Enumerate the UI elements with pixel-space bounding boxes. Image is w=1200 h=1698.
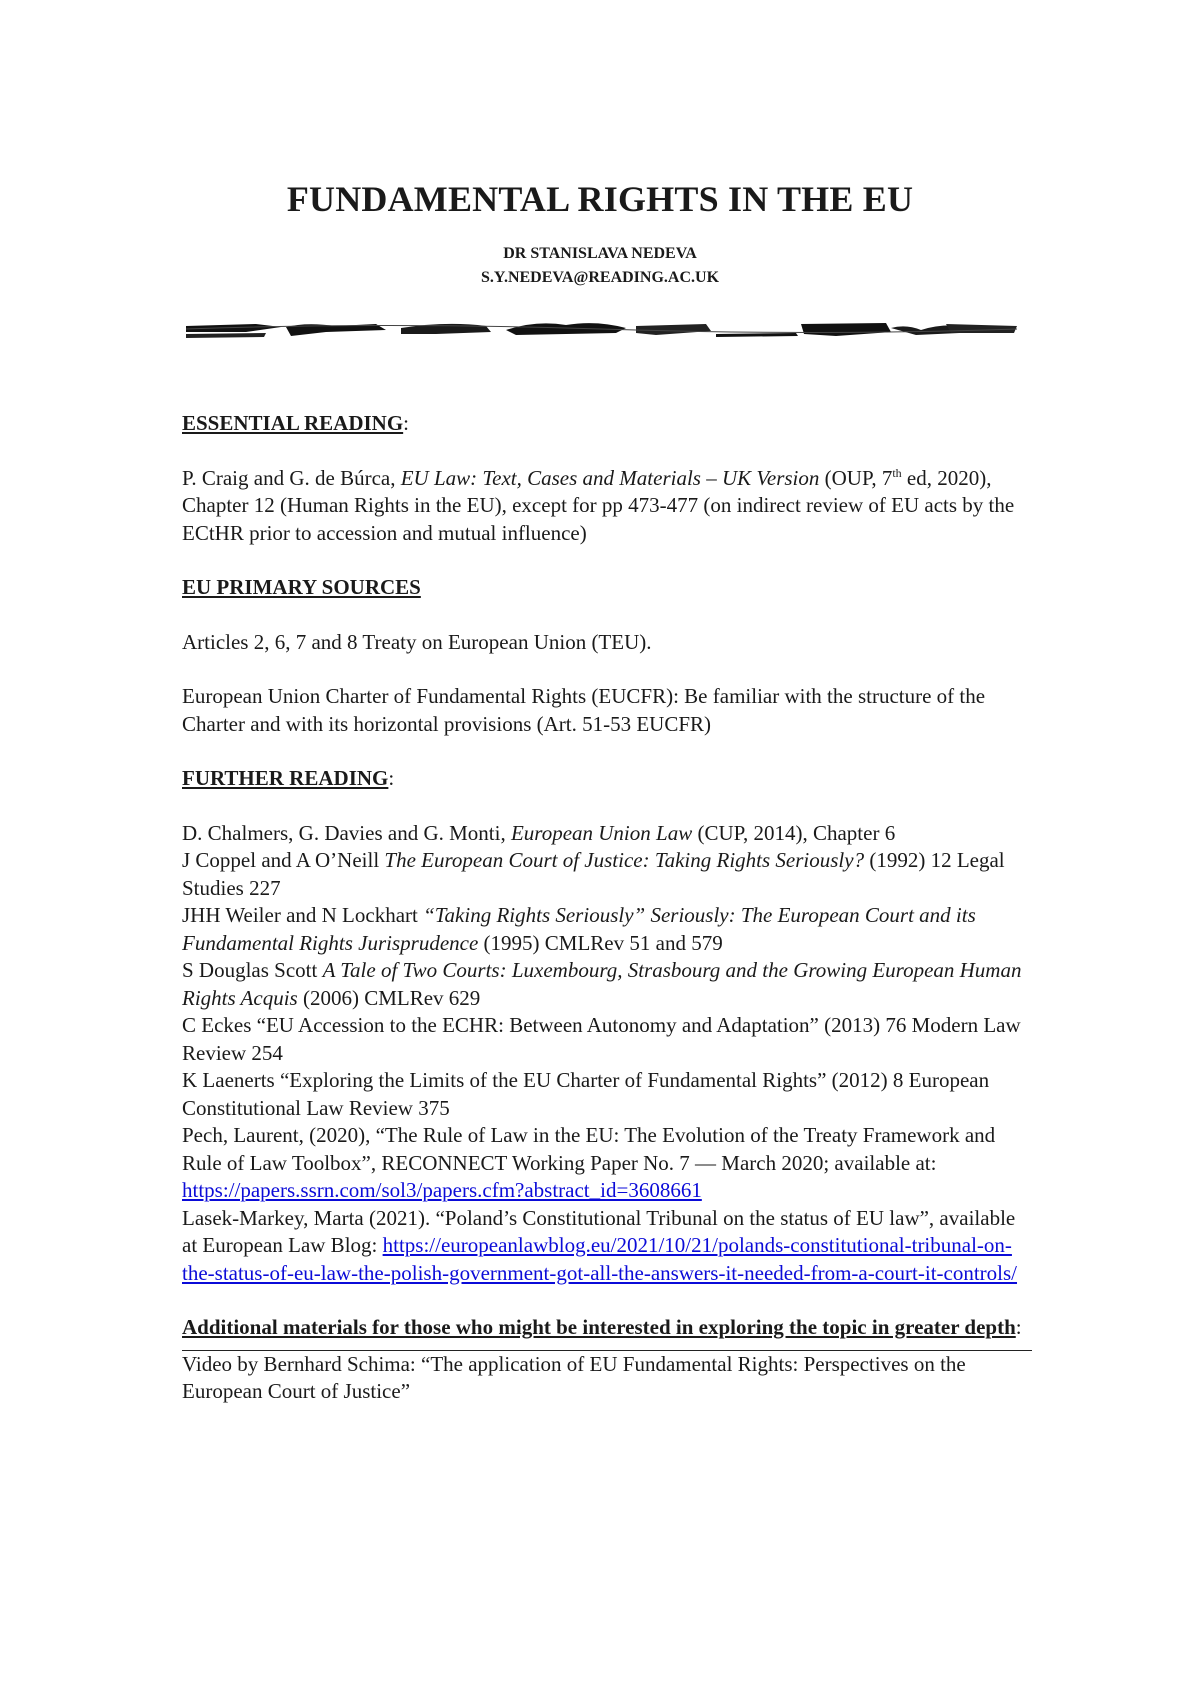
author-email: S.Y.NEDEVA@READING.AC.UK xyxy=(480,269,720,286)
european-law-blog-link[interactable]: https://europeanlawblog.eu/2021/10/21/polands-constitutional-tribunal-on-the-status-of-eu-law-the-polish-government-got-all-the-answers-it-needed-from-a-court-it-controls/ xyxy=(182,1233,1018,1285)
video-reference: Video by Bernhard Schima: “The application of EU Fundamental Rights: Perspectives on the European Court of Justice” xyxy=(182,1351,966,1403)
ssrn-paper-link[interactable]: https://papers.ssrn.com/sol3/papers.cfm?abstract_id=3608661 xyxy=(182,1178,702,1202)
essential-reading-reference: P. Craig and G. de Búrca, EU Law: Text, Cases and Materials – UK Version (OUP, 7th ed, 2020), Chapter 12 (Human Rights in the EU), except for pp 473-477 (on indirect review of EU acts by the ECtHR prior to accession and mutual influence) xyxy=(182,465,1015,545)
reference-item: JHH Weiler and N Lockhart “Taking Rights Seriously” Seriously: The European Court and its Fundamental Rights Jurisprudence (1995) CMLRev 51 and 579 xyxy=(182,903,976,955)
essential-reading-heading: ESSENTIAL READING xyxy=(182,411,404,435)
primary-source-item: European Union Charter of Fundamental Rights (EUCFR): Be familiar with the structure of the Charter and with its horizontal provisions (Art. 51-53 EUCFR) xyxy=(182,684,986,736)
decorative-divider xyxy=(186,318,1017,340)
document-title: FUNDAMENTAL RIGHTS IN THE EU xyxy=(286,179,914,219)
author-name: DR STANISLAVA NEDEVA xyxy=(503,245,697,262)
additional-materials-heading-line: Additional materials for those who might be interested in exploring the topic in greater depth: xyxy=(182,1315,1022,1339)
reference-item: S Douglas Scott A Tale of Two Courts: Luxembourg, Strasbourg and the Growing European Human Rights Acquis (2006) CMLRev 629 xyxy=(182,958,1022,1010)
primary-source-item: Articles 2, 6, 7 and 8 Treaty on European Union (TEU). xyxy=(182,629,652,654)
primary-sources-heading-line xyxy=(182,574,1032,602)
reference-item: Lasek-Markey, Marta (2021). “Poland’s Constitutional Tribunal on the status of EU law”, available at European Law Blog: https://europeanlawblog.eu/2021/10/21/polands-constitutional-tribunal-on-the-status-of-eu-law-the-polish-government-got-all-the-answers-it-needed-from-a-court-it-controls/ xyxy=(182,1205,1018,1285)
reference-item: Pech, Laurent, (2020), “The Rule of Law in the EU: The Evolution of the Treaty Framework and Rule of Law Toolbox”, RECONNECT Working Paper No. 7 — March 2020; available at: https://papers.ssrn.com/sol3/papers.cfm?abstract_id=3608661 xyxy=(182,1123,996,1202)
reference-item: D. Chalmers, G. Davies and G. Monti, European Union Law (CUP, 2014), Chapter 6 xyxy=(182,820,896,845)
further-reading-heading: FURTHER READING xyxy=(182,766,389,790)
further-reading-heading-line: FURTHER READING: xyxy=(182,766,395,790)
additional-materials-heading: Additional materials for those who might be interested in exploring the topic in greater depth xyxy=(182,1315,1016,1339)
reference-item: K Laenerts “Exploring the Limits of the EU Charter of Fundamental Rights” (2012) 8 European Constitutional Law Review 375 xyxy=(182,1068,990,1120)
reference-item: C Eckes “EU Accession to the ECHR: Between Autonomy and Adaptation” (2013) 76 Modern Law Review 254 xyxy=(182,1013,1021,1065)
document-body xyxy=(182,410,1032,1406)
reference-item: J Coppel and A O’Neill The European Court of Justice: Taking Rights Seriously? (1992) 12 Legal Studies 227 xyxy=(182,848,1005,900)
primary-sources-heading: EU PRIMARY SOURCES xyxy=(182,575,421,599)
essential-reading-heading-line: ESSENTIAL READING: xyxy=(182,411,409,435)
